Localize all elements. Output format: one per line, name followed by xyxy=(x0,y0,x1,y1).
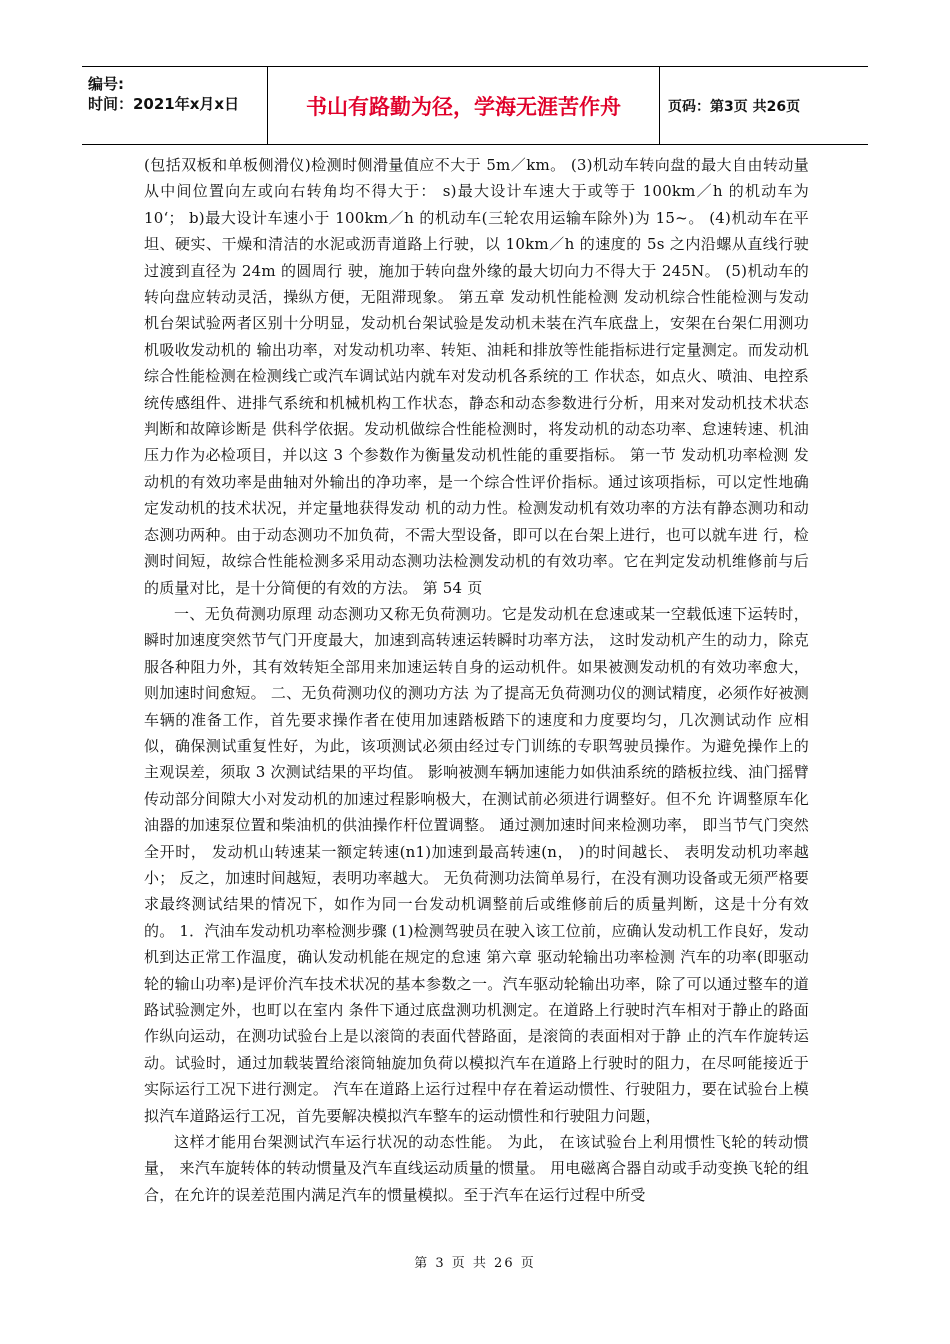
paragraph: 这样才能用台架测试汽车运行状况的动态性能。 为此， 在该试验台上利用惯性飞轮的转动惯量， 来汽车旋转体的转动惯量及汽车直线运动质量的惯量。 用电磁离合器自动或手动变换飞轮的组合，在允许的误差范围内满足汽车的惯量模拟。至于汽车在运行过程中所受 xyxy=(144,1133,809,1204)
header-motto: 书山有路勤为径，学海无涯苦作舟 xyxy=(268,67,660,144)
page-footer: 第 3 页 共 26 页 xyxy=(414,1256,536,1271)
header-page-info: 页码：第3页 共26页 xyxy=(668,98,801,115)
document-body xyxy=(144,152,809,1208)
page-header xyxy=(82,66,868,145)
header-meta-cell xyxy=(82,67,268,144)
date-line: 时间：2021年x月x日 xyxy=(88,95,240,113)
paragraph: (包括双板和单板侧滑仪)检测时侧滑量值应不大于 5m／km。 (3)机动车转向盘的最大自由转动量从中间位置向左或向右转角均不得大于： s)最大设计车速大于或等于 100km／h 的机动车为 10‘； b)最大设计车速小于 100km／h 的机动车(三轮农用运输车除外)为 15~。 (4)机动车在平坦、硬实、干燥和清洁的水泥或沥青道路上行驶，以 10km／h 的速度的 5s 之内沿螺从直线行驶过渡到直径为 24m 的圆周行 驶，施加于转向盘外缘的最大切向力不得大于 245N。 (5)机动车的转向盘应转动灵活，操纵方便，无阻滞现象。 第五章 发动机性能检测 发动机综合性能检测与发动机台架试验两者区别十分明显，发动机台架试验是发动机未装在汽车底盘上，安架在台架仁用测功机吸收发动机的 输出功率，对发动机功率、转矩、油耗和排放等性能指标进行定量测定。而发动机综合性能检测在检测线亡或汽车调试站内就车对发动机各系统的工 作状态，如点火、喷油、电控系统传感组件、进排气系统和机械机构工作状态，静态和动态参数进行分析，用来对发动机技术状态判断和故障诊断是 供科学依据。发动机做综合性能检测时，将发动机的动态功率、怠速转速、机油压力作为必检项目，并以这 3 个参数作为衡量发动机性能的重要指标。 第一节 发动机功率检测 发动机的有效功率是曲轴对外输出的净功率，是一个综合性评价指标。通过该项指标，可以定性地确定发动机的技术状况，并定量地获得发动 机的动力性。检测发动机有效功率的方法有静态测功和动态测功两种。由于动态测功不加负荷，不需大型设备，即可以在台架上进行，也可以就车进 行，检测时间短，故综合性能检测多采用动态测功法检测发动机的有效功率。它在判定发动机维修前与后的质量对比，是十分简便的有效的方法。 第 54 页 xyxy=(144,156,809,597)
paragraph: 一、无负荷测功原理 动态测功又称无负荷测功。它是发动机在怠速或某一空载低速下运转时，瞬时加速度突然节气门开度最大，加速到高转速运转瞬时功率方法， 这时发动机产生的动力，除克服各种阻力外，其有效转矩全部用来加速运转自身的运动机件。如果被测发动机的有效功率愈大，则加速时间愈短。 二、无负荷测功仪的测功方法 为了提高无负荷测功仪的测试精度，必须作好被测车辆的准备工作，首先要求操作者在使用加速踏板踏下的速度和力度要均匀，几次测试动作 应相似，确保测试重复性好，为此，该项测试必须由经过专门训练的专职驾驶员操作。为避免操作上的主观误差，须取 3 次测试结果的平均值。 影响被测车辆加速能力如供油系统的踏板拉线、油门摇臂传动部分间隙大小对发动机的加速过程影响极大，在测试前必须进行调整好。但不允 许调整原车化油器的加速泵位置和柴油机的供油操作杆位置调整。 通过测加速时间来检测功率， 即当节气门突然全开时， 发动机山转速某一额定转速(n1)加速到最高转速(n， )的时间越长、 表明发动机功率越小； 反之，加速时间越短，表明功率越大。 无负荷测功法简单易行，在没有测功设备或无须严格要求最终测试结果的情况下，如作为同一台发动机调整前后或维修前后的质量判断，这是十分有效的。 1．汽油车发动机功率检测步骤 (1)检测驾驶员在驶入该工位前，应确认发动机工作良好，发动机到达正常工作温度，确认发动机能在规定的怠速 第六章 驱动轮输出功率检测 汽车的功率(即驱动轮的输山功率)是评价汽车技术状况的基本参数之一。汽车驱动轮输出功率，除了可以通过整车的道路试验测定外，也町以在室内 条件下通过底盘测功机测定。在道路上行驶时汽车相对于静止的路面作纵向运动，在测功试验台上是以滚筒的表面代替路面，是滚筒的表面相对于静 止的汽车作旋转运动。试验时，通过加载装置给滚筒轴旋加负荷以模拟汽车在道路上行驶时的阻力，在尽呵能接近于实际运行工况下进行测定。 汽车在道路上运行过程中存在着运动惯性、行驶阻力，要在试验台上模拟汽车道路运行工况，首先要解决模拟汽车整车的运动惯性和行驶阻力问题， xyxy=(144,604,809,1125)
number-label: 编号: xyxy=(88,75,124,93)
